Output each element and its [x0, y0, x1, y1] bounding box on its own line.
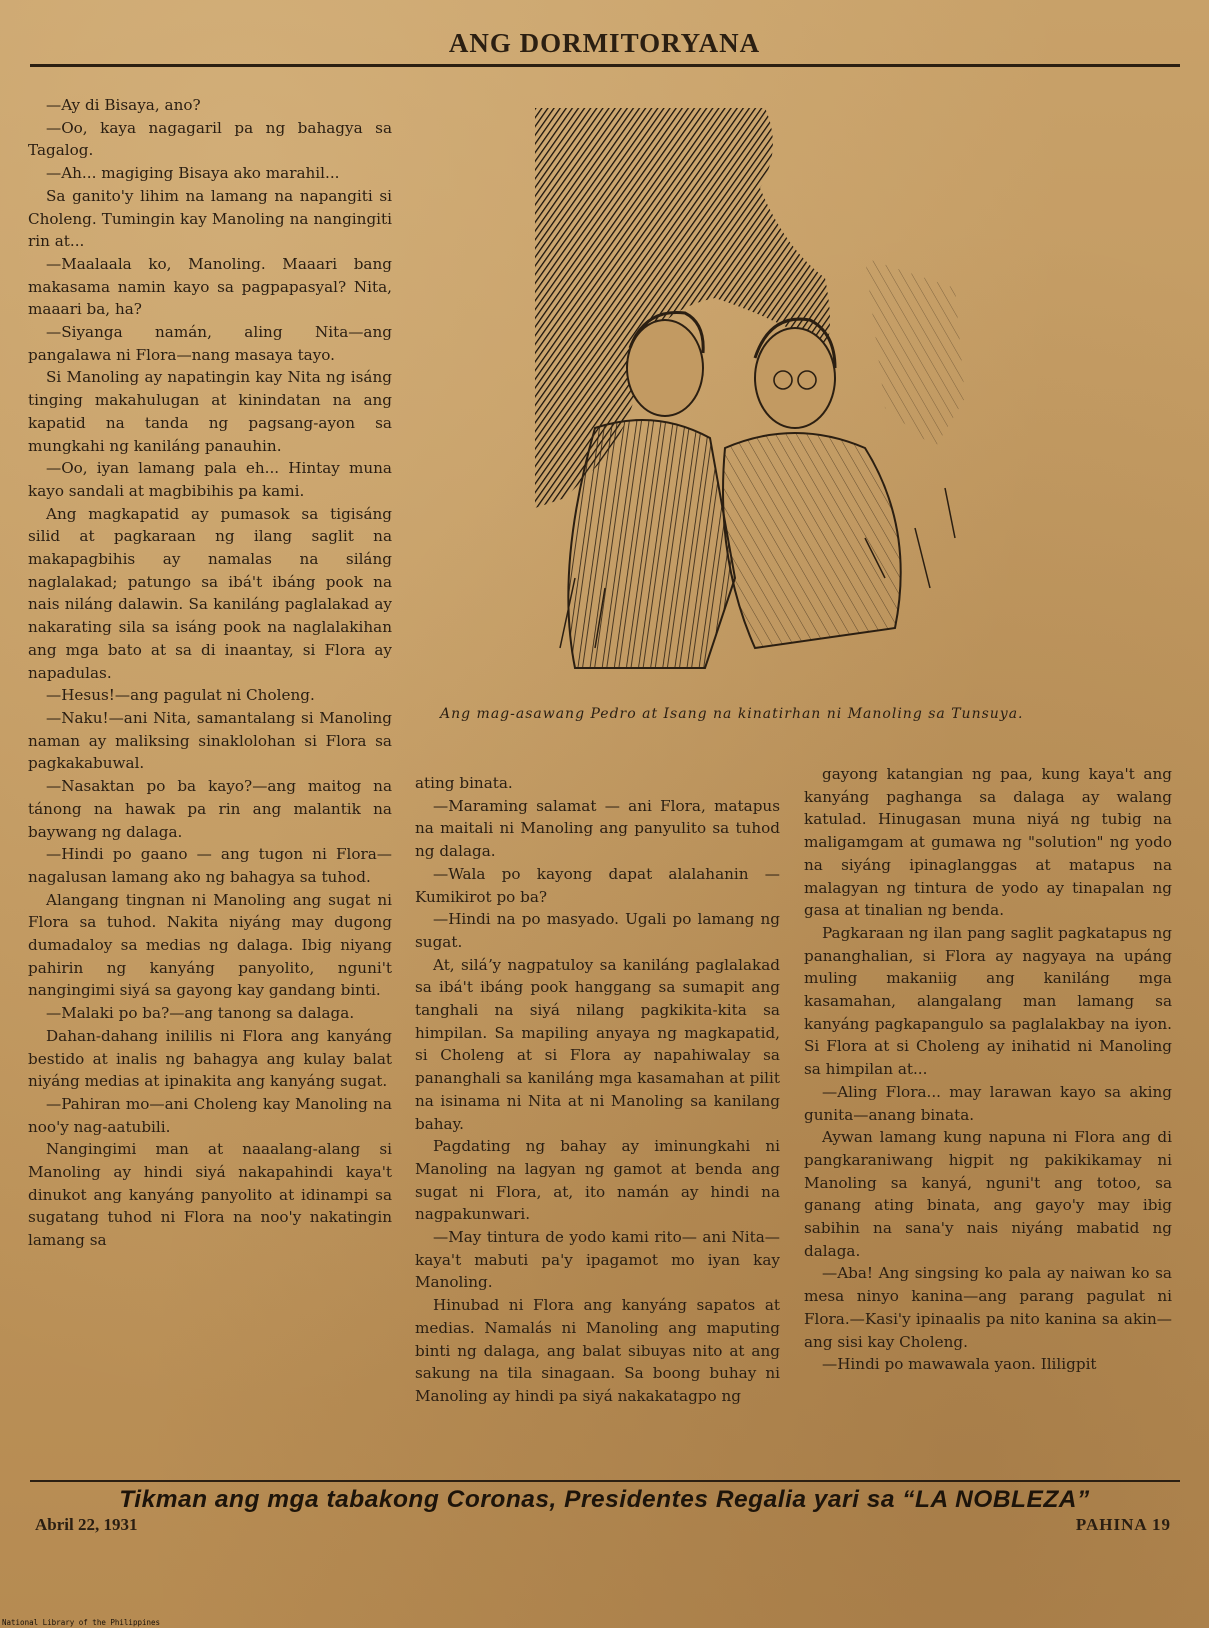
- text-column-2: [415, 772, 780, 1408]
- paragraph: Ang magkapatid ay pumasok sa tigisáng silid at pagkaraan ng ilang saglit na makapagbihis ay namalas na siláng naglalakad; patungo sa ibá't ibáng pook na nais niláng dalawin. Sa kaniláng paglalakad ay nakarating sila sa isáng pook na naglalakihan ang mga bato at sa di inaantay, si Flora ay napadulas.: [28, 504, 392, 682]
- paragraph: ating binata.: [415, 774, 513, 792]
- paragraph: —May tintura de yodo kami rito— ani Nita—kaya't mabuti pa'y ipagamot mo iyan kay Manoling.: [415, 1228, 780, 1292]
- hatch-right: [865, 258, 965, 448]
- paragraph: —Hindi po gaano — ang tugon ni Flora—nagalusan lamang ako ng bahagya sa tuhod.: [28, 845, 392, 886]
- paragraph: —Maalaala ko, Manoling. Maaari bang makasama namin kayo sa pagpapasyal? Nita, maaari ba, ha?: [28, 254, 392, 319]
- paragraph: —Hesus!—ang pagulat ni Choleng.: [46, 686, 315, 705]
- page-number: PAHINA 19: [1075, 1515, 1171, 1534]
- footer-rule: [30, 1480, 1180, 1482]
- library-credit: National Library of the Philippines: [2, 1618, 161, 1627]
- woman-head: [755, 328, 835, 428]
- sketch-illustration: [535, 108, 1020, 683]
- paragraph: At, siláʼy nagpatuloy sa kaniláng paglalakad sa ibá't ibáng pook hanggang sa sumapit ang tanghali na siyá nilang pagkikita-kita sa himpilan. Sa mapiling anyaya ng magkapatid, si Choleng at si Flora ay napahiwalay sa pananghali sa kaniláng mga kasamahan at pilit na isinama ni Nita at ni Manoling sa kanilang bahay.: [415, 955, 780, 1133]
- paragraph: Nangingimi man at naaalang-alang si Manoling ay hindi siyá nakapahindi kaya't dinukot ang kanyáng panyolito at idinampi sa sugatang tuhod ni Flora na noo'y nakatingin lamang sa: [28, 1140, 392, 1250]
- paragraph: Aywan lamang kung napuna ni Flora ang di pangkaraniwang higpit ng pakikikamay ni Manoling sa kanyá, nguni't ang totoo, sa ganang ating binata, ang gayo'y may ibig sabihin na sana'y nais niyáng mabatid ng dalaga.: [804, 1128, 1172, 1260]
- paragraph: —Nasaktan po ba kayo?—ang maitog na tánong na hawak pa rin ang malantik na baywang ng dalaga.: [28, 777, 392, 841]
- paragraph: —Aling Flora... may larawan kayo sa aking gunita—anang binata.: [804, 1082, 1172, 1124]
- issue-date: Abril 22, 1931: [35, 1515, 138, 1534]
- paragraph: gayong katangian ng paa, kung kaya't ang kanyáng paghanga sa dalaga ay walang katulad. Hinugasan muna niyá ng tubig na maligamgam at gumawa ng "solution" ng yodo na siyáng ipinaglanggas at matapus na malagyan ng tintura de yodo ay tinapalan ng gasa at tinalian ng benda.: [804, 765, 1172, 920]
- paragraph: —Aba! Ang singsing ko pala ay naiwan ko sa mesa ninyo kanina—ang parang pagulat ni Flora.—Kasi'y ipinaalis pa nito kanina sa akin—ang sisi kay Choleng.: [804, 1264, 1172, 1351]
- paragraph: —Hindi po mawawala yaon. Ililigpit: [822, 1355, 1097, 1374]
- paragraph: —Malaki po ba?—ang tanong sa dalaga.: [46, 1004, 355, 1023]
- paragraph: —Siyanga namán, aling Nita—ang pangalawa ni Flora—nang masaya tayo.: [28, 323, 392, 364]
- text-column-1: [28, 94, 392, 1252]
- man-body: [568, 420, 735, 668]
- woman-body: [723, 433, 901, 648]
- paragraph: Dahan-dahang inililis ni Flora ang kanyáng bestido at inalis ng bahagya ang kulay balat niyáng medias at ipinakita ang kanyáng sugat.: [28, 1026, 392, 1091]
- paragraph: Pagkaraan ng ilan pang saglit pagkatapus ng pananghalian, si Flora ay nagyaya na upáng muling makaniig ang kaniláng mga kasamahan, alangalang man lamang sa kanyáng pagkapangulo sa paglalakbay na iyon. Si Flora at si Choleng ay inihatid ni Manoling sa himpilan at...: [804, 923, 1172, 1079]
- advertisement-line: Tikman ang mga tabakong Coronas, Presidentes Regalia yari sa “LA NOBLEZA”: [119, 1486, 1090, 1513]
- paragraph: —Pahiran mo—ani Choleng kay Manoling na noo'y nag-aatubili.: [28, 1094, 392, 1136]
- paragraph: —Wala po kayong dapat alalahanin —Kumikirot po ba?: [415, 864, 780, 906]
- paragraph: —Oo, iyan lamang pala eh... Hintay muna kayo sandali at magbibihis pa kami.: [28, 459, 392, 500]
- paragraph: Pagdating ng bahay ay iminungkahi ni Manoling na lagyan ng gamot at benda ang sugat ni Flora, at, ito namán ay hindi na nagpakunwari.: [415, 1137, 780, 1224]
- header-rule: [30, 64, 1180, 67]
- page-title: ANG DORMITORYANA: [448, 28, 761, 58]
- illustration-caption: Ang mag-asawang Pedro at Isang na kinatirhan ni Manoling sa Tunsuya.: [440, 706, 1024, 722]
- paragraph: —Naku!—ani Nita, samantalang si Manoling naman ay maliksing sinaklolohan si Flora sa pagkakabuwal.: [28, 708, 392, 773]
- paragraph: Hinubad ni Flora ang kanyáng sapatos at medias. Namalás ni Manoling ang maputing binti ng dalaga, ang balat sibuyas nito at ang sakung na tila sinagaan. Sa boong buhay ni Manoling ay hindi pa siyá nakakatagpo ng: [415, 1296, 780, 1405]
- paragraph: —Maraming salamat — ani Flora, matapus na maitali ni Manoling ang panyulito sa tuhod ng dalaga.: [415, 796, 780, 861]
- paragraph: Alangang tingnan ni Manoling ang sugat ni Flora sa tuhod. Nakita niyáng may dugong dumadaloy sa medias ng dalaga. Ibig niyang pahirin ng kanyáng panyolito, nguni't nangingimi siyá sa gayong kay gandang binti.: [28, 890, 392, 1000]
- paragraph: —Ay di Bisaya, ano?: [46, 96, 201, 114]
- paragraph: Sa ganito'y lihim na lamang na napangiti si Choleng. Tumingin kay Manoling na nangingiti rin at...: [28, 186, 392, 251]
- paragraph: —Ah... magiging Bisaya ako marahil...: [46, 164, 340, 183]
- text-column-3: [804, 763, 1172, 1376]
- paragraph: —Hindi na po masyado. Ugali po lamang ng sugat.: [415, 910, 780, 951]
- paragraph: —Oo, kaya nagagaril pa ng bahagya sa Tagalog.: [28, 118, 392, 160]
- paragraph: Si Manoling ay napatingin kay Nita ng isáng tinging makahulugan at kinindatan na ang kapatid na tanda ng pagsang-ayon sa mungkahi ng kaniláng panauhin.: [28, 368, 392, 455]
